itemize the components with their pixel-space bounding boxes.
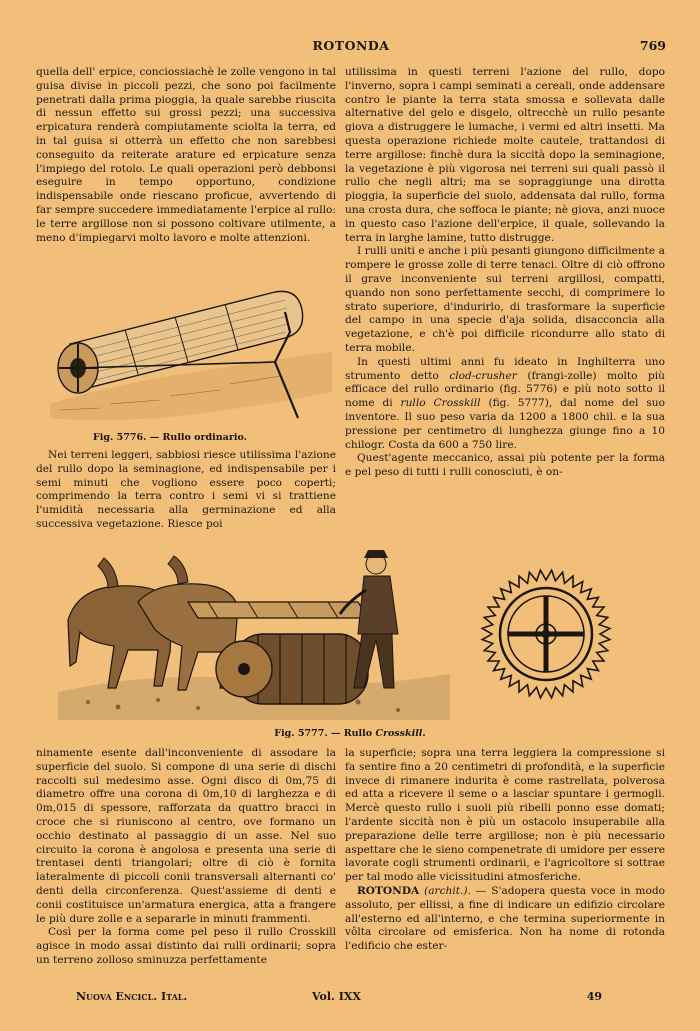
- paragraph: utilissima in questi terreni l'azione del rullo, dopo l'inverno, sopra i campi seminati a cereali, onde addensare contro le piante la terra stata smossa e sollevata dalle alternative del gelo e disgelo, oltrecchè un rullo pesante giova a distruggere le lumache, i vermi ed altri insetti. Ma questa operazione richiede molte cautele, trattandosi di terre argillose: finchè dura la siccità dopo la seminagione, la vegetazione è più vigorosa nei terreni sui quali passò il rullo che negli altri; ma se sopraggiunge una dirotta pioggia, la superficie del suolo, addensata dal rullo, forma una crosta dura, che soffoca le piante; nè giova, anzi nuoce in questo caso l'azione dell'erpice, il quale, sollevando la terra in larghe lamine, tutto distrugge.: [345, 66, 665, 244]
- figure-crosskill-disc: [478, 566, 614, 702]
- roller-illustration: [40, 272, 334, 424]
- figure-5776-caption: Fig. 5776. — Rullo ordinario.: [93, 432, 247, 443]
- text-run: — S'adopera questa voce in modo assoluto, per ellissi, a fine di indicare un edifizio circolare all'esterno ed all'interno, e che termina superiormente in vôlta circolare od emisferica. Non ha nome di rotonda l'edificio che ester-: [345, 884, 665, 953]
- toothed-disc-illustration: [478, 566, 614, 702]
- left-column-top: [36, 66, 336, 270]
- header-title: ROTONDA: [312, 38, 390, 53]
- footer-volume: Vol. IXX: [312, 990, 361, 1003]
- header-page-number: 769: [639, 38, 666, 53]
- text-run: In questi ultimi anni fu ideato in Inghilterra uno strumento detto: [345, 355, 665, 382]
- paragraph: I rulli uniti e anche i più pesanti giungono difficilmente a rompere le grosse zolle di terre tenaci. Oltre di ciò offrono il grave inconveniente sui terreni argillosi, compatti, quando non sono perfettamente secchi, di comprimere lo strato superiore, d'indurirlo, di trasformare la superficie del campo in una specie d'aja solida, disacconcia alla vegetazione, e ch'è poi difficile ricondurre allo stato di terra mobile.: [345, 245, 665, 354]
- term-rullo-crosskill: rullo Crosskill: [400, 397, 481, 410]
- text-run: (fig. 5777), dal nome del suo inventore. Il suo peso varia da 1200 a 1800 chil. e la sua pressione per centimetro di lunghezza giunge fino a 10 chilogr. Costa da 600 a 750 lire.: [345, 397, 665, 451]
- paragraph: Nei terreni leggeri, sabbiosi riesce utilissima l'azione del rullo dopo la seminagione, ed indispensabile per i semi minuti che vogliono essere poco coperti; comprimendo la terra contro i semi vi si trattiene l'umidità necessaria alla germinazione ed alla successiva vegetazione. Riesce poi: [36, 449, 336, 530]
- footer-sheet-number: 49: [586, 990, 602, 1003]
- entry-label: (archit.).: [424, 884, 471, 897]
- paragraph: ninamente esente dall'inconveniente di assodare la superficie del suolo. Si compone di una serie di dischi raccolti sul medesimo asse. Ogni disco di 0m,75 di diametro offre una corona di 0m,10 di larghezza e di 0m,015 di spessore, rafforzata da quattro bracci in croce che si riuniscono al centro, ove formano un occhio destinato al passaggio di un asse. Nel suo circuito la corona è angolosa e presenta una serie di trentasei denti triangolari; oltre di ciò è fornita lateralmente di piccoli conii transversali alternanti co' denti della circonferenza. Quest'assieme di denti e conii costituisce un'armatura energica, atta a frangere le più dure zolle e a separarle in minuti frammenti.: [36, 747, 336, 925]
- figure-ordinary-roller: [40, 272, 334, 424]
- paragraph: Quest'agente meccanico, assai più potente per la forma e pel peso di tutti i rulli conosciuti, è on-: [345, 452, 665, 479]
- text-run: (frangi-zolle) molto più efficace del rullo ordinario (fig. 5776) e più noto sotto il nome di: [345, 369, 665, 410]
- running-header: [36, 38, 666, 56]
- paragraph: la superficie; sopra una terra leggiera la compressione si fa sentire fino a 20 centimetri di profondità, e la superficie invece di rimanere indurita è come rastrellata, polverosa ed atta a ricevere il seme o a lasciar spuntare i germogli. Mercè questo rullo i suoli più ribelli ponno esse domati; l'ardente siccità non è più un ostacolo insuperabile alla preparazione delle terre argillose; non è più necessario aspettare che le sieno compenetrate di umidore per essere lavorate cogli strumenti ordinarii, e l'agricoltore si sottrae per tal modo alle vicissitudini atmosferiche.: [345, 747, 665, 884]
- left-column-middle: [36, 449, 336, 545]
- page-footer: [36, 990, 666, 1006]
- right-column-top: [345, 66, 665, 546]
- caption-italic: Crosskill.: [375, 728, 426, 739]
- right-column-bottom: [345, 747, 665, 985]
- left-column-bottom: [36, 747, 336, 985]
- footer-publication: Nuova Encicl. Ital.: [76, 990, 188, 1003]
- paragraph: [345, 356, 665, 453]
- paragraph: quella dell' erpice, conciossiachè le zolle vengono in tal guisa divise in piccoli pezzi, che sono poi facilmente penetrati dalla prima pioggia, la quale sarebbe riuscita di nessun effetto sui grossi pezzi; una successiva erpicatura renderà compiutamente sciolta la terra, ed in tal guisa si otterrà un effetto che non sarebbesi conseguito da reiterate arature ed erpicature senza l'impiego del rotolo. Le quali operazioni però debbonsi eseguire in tempo opportuno, condizione indispensabile onde riescano proficue, avvertendo di far sempre succedere immediatamente l'erpice al rullo: le terre argillose non si possono coltivare utilmente, a meno d'impiegarvi molto lavoro e molte attenzioni.: [36, 66, 336, 244]
- paragraph: Così per la forma come pel peso il rullo Crosskill agisce in modo assai distinto dai rulli ordinarii; sopra un terreno zolloso sminuzza perfettamente: [36, 926, 336, 966]
- crosskill-scene-illustration: [58, 542, 450, 720]
- figure-crosskill-roller: [58, 542, 450, 720]
- entry-headword: ROTONDA: [357, 884, 420, 897]
- figure-5777-caption: [200, 728, 500, 739]
- caption-text: Fig. 5777. — Rullo: [274, 728, 376, 739]
- paragraph: [345, 885, 665, 954]
- term-clod-crusher: clod-crusher: [449, 369, 517, 382]
